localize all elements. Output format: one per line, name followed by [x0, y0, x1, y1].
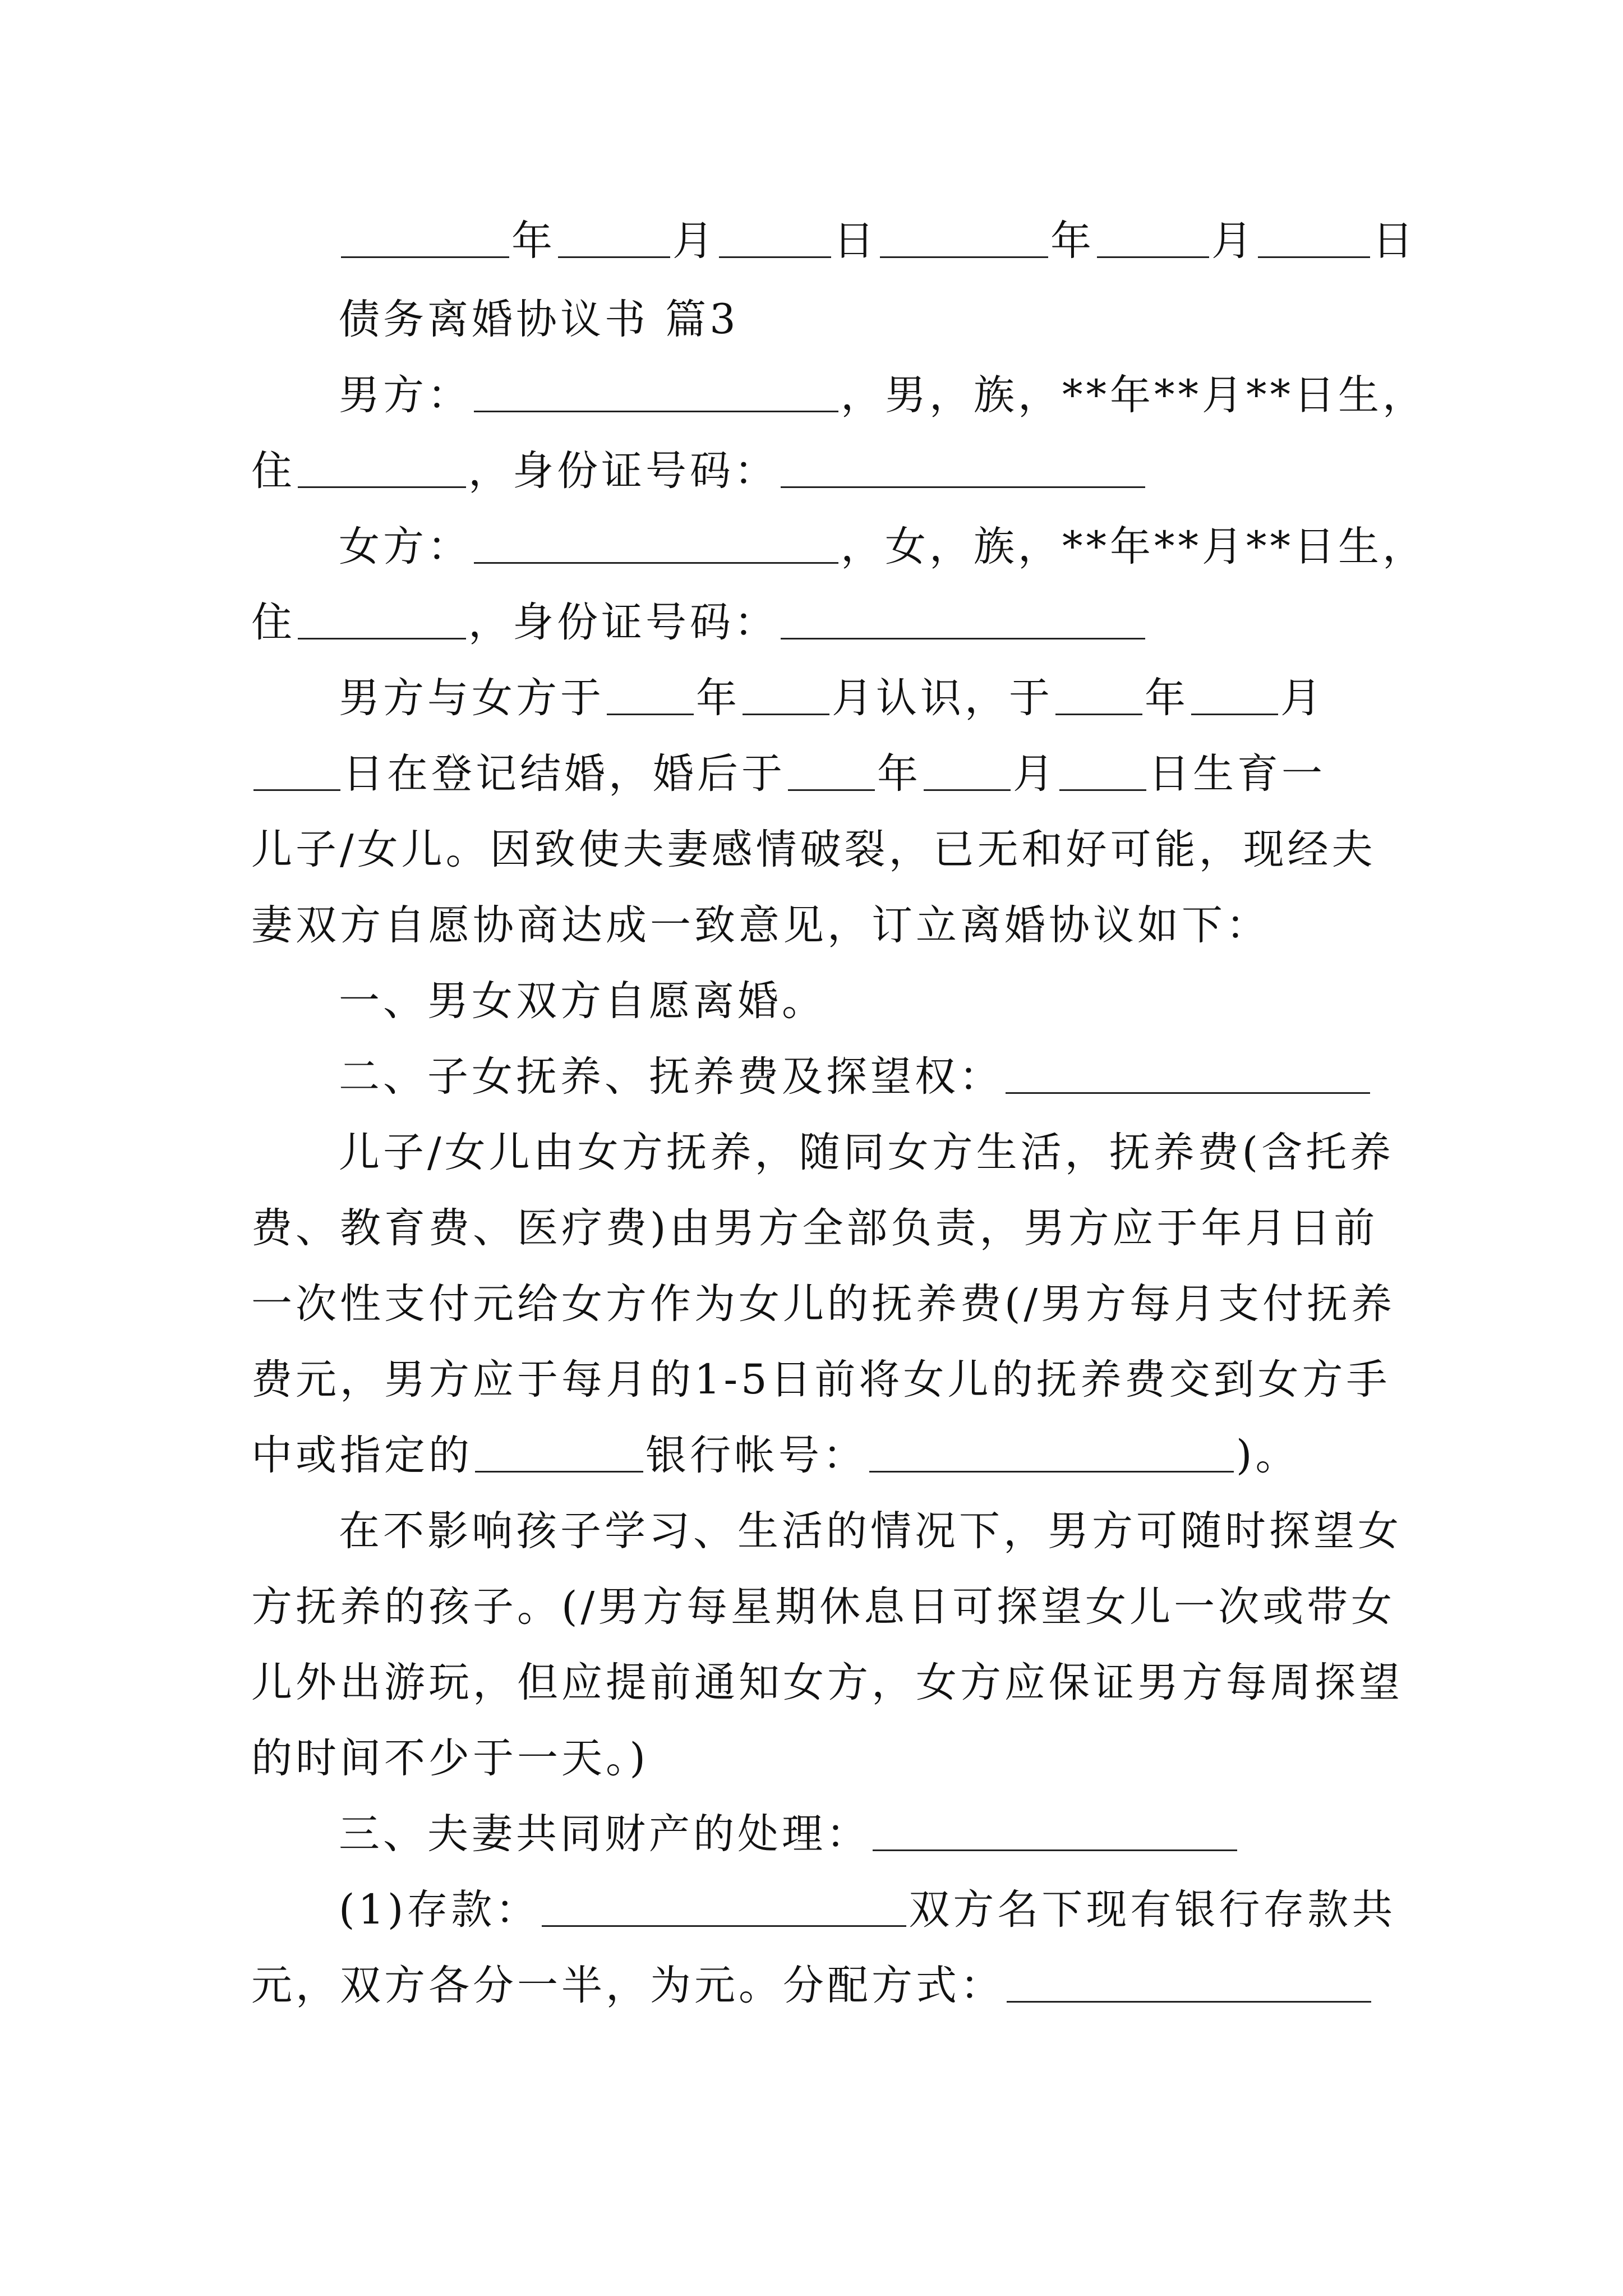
blank-month-1 [558, 215, 670, 258]
blank-male-name [474, 369, 838, 412]
blank [743, 672, 829, 715]
blank-day-1 [719, 215, 831, 258]
custody-line-1: 儿子/女儿由女方抚养，随同女方生活，抚养费(含托养 [339, 1129, 1395, 1176]
deposit-line-2: 元，双方各分一半，为元。分配方式： [251, 1947, 1407, 2025]
clause-1: 一、男女双方自愿离婚。 [339, 977, 826, 1025]
blank-year-2 [880, 215, 1048, 258]
blank-account [869, 1429, 1234, 1473]
intro-line-1: 男方与女方于 年 月认识，于 年 月 [339, 659, 1407, 738]
blank [924, 748, 1011, 791]
custody-line-5: 中或指定的 银行帐号： )。 [251, 1416, 1407, 1495]
clause-2: 二、子女抚养、抚养费及探望权： [339, 1038, 1407, 1116]
blank [1055, 672, 1142, 715]
document-heading: 债务离婚协议书 篇3 [339, 296, 739, 343]
visit-line-4: 的时间不少于一天。) [251, 1734, 649, 1782]
blank-female-residence [298, 596, 466, 639]
custody-line-3: 一次性支付元给女方作为女儿的抚养费(/男方每月支付抚养 [251, 1280, 1396, 1328]
custody-line-4: 费元，男方应于每月的1-5日前将女儿的抚养费交到女方手 [251, 1356, 1391, 1404]
intro-line-4: 妻双方自愿协商达成一致意见，订立离婚协议如下： [251, 901, 1270, 949]
blank-female-name [474, 521, 838, 564]
blank-distribution [1007, 1959, 1371, 2003]
blank [1059, 748, 1146, 791]
visit-line-2: 方抚养的孩子。(/男方每星期休息日可探望女儿一次或带女 [251, 1583, 1396, 1631]
date-line: 年 月 日 年 月 日 [339, 202, 1407, 280]
clause-3: 三、夫妻共同财产的处理： [339, 1795, 1407, 1874]
blank-male-id [781, 445, 1145, 488]
female-residence-line: 住 ，身份证号码： [251, 583, 1407, 662]
blank-female-id [781, 596, 1145, 639]
blank-male-residence [298, 445, 466, 488]
visit-line-1: 在不影响孩子学习、生活的情况下，男方可随时探望女 [339, 1507, 1402, 1555]
blank-bank [475, 1429, 643, 1473]
blank-clause-3 [873, 1808, 1237, 1851]
intro-line-3: 儿子/女儿。因致使夫妻感情破裂，已无和好可能，现经夫 [251, 826, 1376, 873]
male-residence-line: 住 ，身份证号码： [251, 432, 1407, 510]
blank-deposit [542, 1884, 906, 1927]
male-party-line: 男方： ，男，族，**年**月**日生， [339, 356, 1407, 435]
female-party-line: 女方： ，女，族，**年**月**日生， [339, 508, 1407, 586]
blank [1191, 672, 1278, 715]
blank-year-1 [341, 215, 509, 258]
blank [253, 748, 340, 791]
visit-line-3: 儿外出游玩，但应提前通知女方，女方应保证男方每周探望 [251, 1659, 1403, 1706]
custody-line-2: 费、教育费、医疗费)由男方全部负责，男方应于年月日前 [251, 1204, 1378, 1252]
blank-month-2 [1097, 215, 1209, 258]
blank [788, 748, 875, 791]
blank-clause-2 [1006, 1051, 1370, 1094]
blank-day-2 [1258, 215, 1370, 258]
blank [607, 672, 694, 715]
deposit-line-1: (1)存款： 双方名下现有银行存款共 [339, 1871, 1407, 1949]
intro-line-2: 日在登记结婚，婚后于 年 月 日生育一 [251, 735, 1407, 813]
